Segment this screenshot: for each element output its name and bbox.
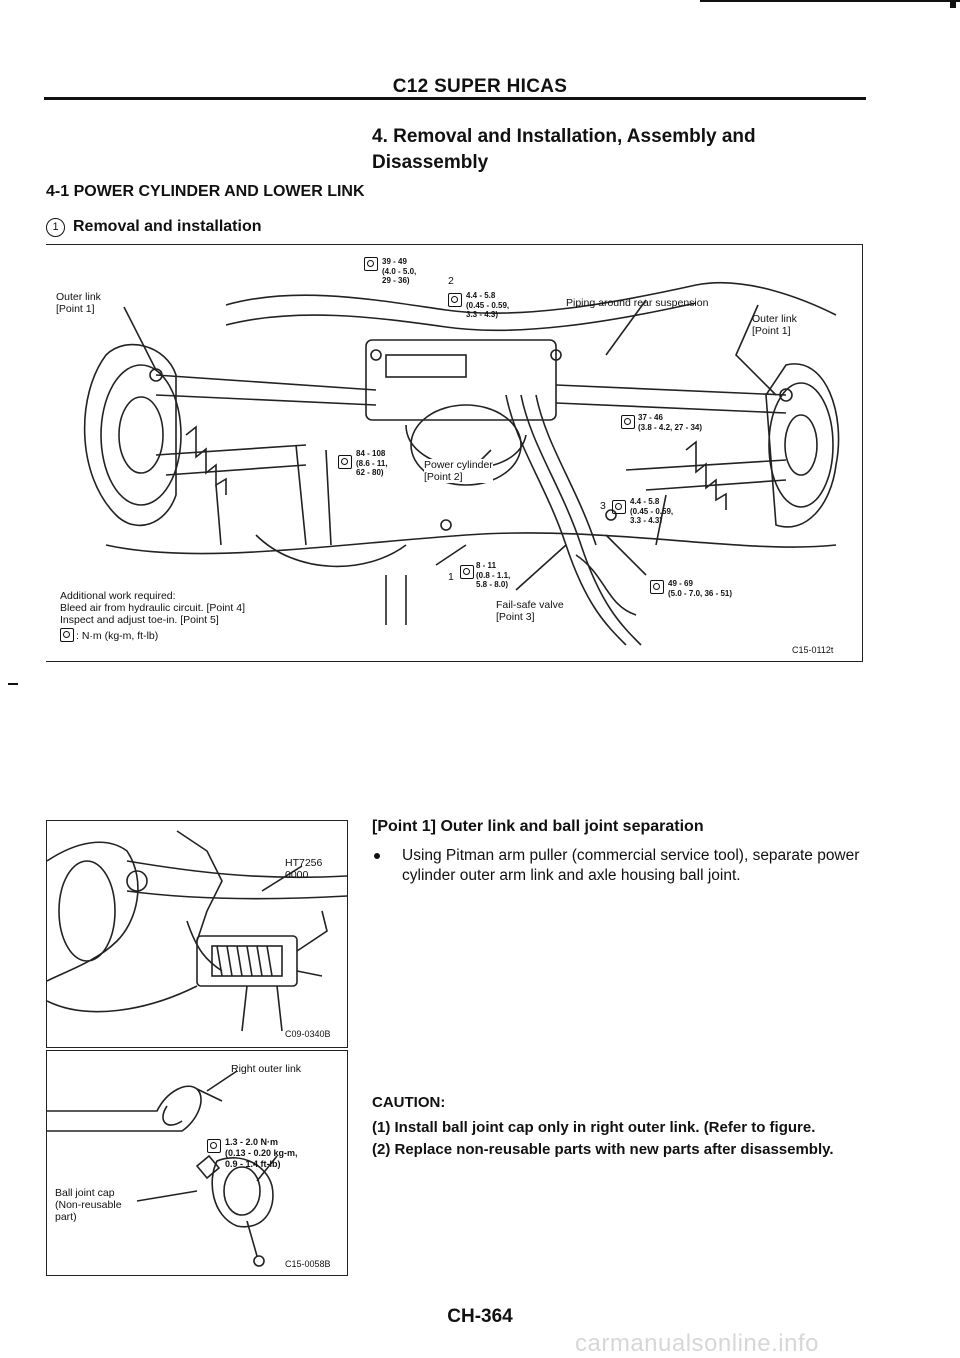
page-header: C12 SUPER HICAS: [392, 76, 568, 97]
caution-item-2: (2) Replace non-reusable parts with new parts after disassembly.: [372, 1141, 834, 1158]
tool-number-label: HT7256 0000: [285, 857, 323, 881]
ball-joint-cap-label: Ball joint cap (Non-reusable part): [55, 1187, 122, 1223]
fail-safe-valve-label: Fail-safe valve [Point 3]: [496, 599, 564, 623]
removal-installation-title: Removal and installation: [73, 218, 262, 235]
rear-suspension-figure: [46, 244, 863, 662]
torque-icon: [612, 500, 626, 519]
cap-torque-spec: 1.3 - 2.0 N·m (0.13 - 0.20 kg-m, 0.9 - 1.4 ft-lb): [225, 1137, 298, 1169]
watermark: carmanualsonline.info: [575, 1330, 819, 1357]
marker-2: 2: [448, 275, 454, 287]
torque-icon: [60, 628, 74, 647]
torque-spec-6: 8 - 11 (0.8 - 1.1, 5.8 - 8.0): [476, 561, 511, 589]
torque-spec-1: 39 - 49 (4.0 - 5.0, 29 - 36): [382, 257, 417, 285]
torque-icon: [650, 580, 664, 599]
circled-number-marker: 1: [46, 218, 65, 237]
bullet-dot: [374, 853, 380, 859]
top-scan-line: [700, 0, 960, 2]
pitman-puller-figure: [46, 820, 348, 1048]
caution-item-1: (1) Install ball joint cap only in right outer link. (Refer to figure.: [372, 1119, 816, 1136]
header-rule: [44, 97, 866, 100]
margin-dash: [8, 683, 18, 685]
torque-spec-7: 49 - 69 (5.0 - 7.0, 36 - 51): [668, 579, 733, 598]
torque-spec-5: 4.4 - 5.8 (0.45 - 0.59, 3.3 - 4.3): [630, 497, 674, 525]
top-scan-mark: [950, 0, 956, 8]
ball-joint-drawing: [47, 1051, 347, 1275]
puller-drawing: [47, 821, 347, 1047]
point1-bullet-text: Using Pitman arm puller (commercial service tool), separate power cylinder outer arm link and axle housing ball joint.: [402, 847, 860, 884]
figure-code: C15-0112t: [792, 645, 834, 655]
ball-joint-cap-figure: [46, 1050, 348, 1276]
subsection-title: 4-1 POWER CYLINDER AND LOWER LINK: [46, 183, 365, 200]
unit-legend: : N·m (kg-m, ft-lb): [76, 630, 159, 642]
outer-link-left-label: Outer link [Point 1]: [56, 291, 101, 315]
torque-icon: [338, 455, 352, 474]
torque-icon: [364, 257, 378, 276]
torque-icon: [448, 293, 462, 312]
figure-code: C09-0340B: [285, 1029, 331, 1039]
outer-link-right-label: Outer link [Point 1]: [752, 313, 797, 337]
torque-spec-4: 84 - 108 (8.6 - 11, 62 - 80): [356, 449, 388, 477]
torque-spec-3: 37 - 46 (3.8 - 4.2, 27 - 34): [638, 413, 703, 432]
right-outer-link-label: Right outer link: [231, 1063, 302, 1075]
torque-spec-2: 4.4 - 5.8 (0.45 - 0.59, 3.3 - 4.3): [466, 291, 510, 319]
marker-1: 1: [448, 571, 454, 583]
marker-3: 3: [600, 500, 606, 512]
additional-work-notes: Additional work required: Bleed air from hydraulic circuit. [Point 4] Inspect and adjust toe-in. [Point 5]: [60, 590, 245, 626]
section-title: 4. Removal and Installation, Assembly and Disassembly: [372, 126, 756, 173]
point1-heading: [Point 1] Outer link and ball joint separation: [372, 818, 704, 835]
torque-icon: [207, 1139, 221, 1158]
removal-installation-heading: [46, 218, 261, 237]
torque-icon: [460, 565, 474, 584]
figure-code: C15-0058B: [285, 1259, 331, 1269]
caution-label: CAUTION:: [372, 1094, 446, 1111]
piping-label: Piping around rear suspension: [566, 297, 709, 309]
power-cylinder-label: Power cylinder [Point 2]: [424, 459, 493, 483]
torque-icon: [621, 415, 635, 434]
page-number: CH-364: [447, 1306, 513, 1327]
